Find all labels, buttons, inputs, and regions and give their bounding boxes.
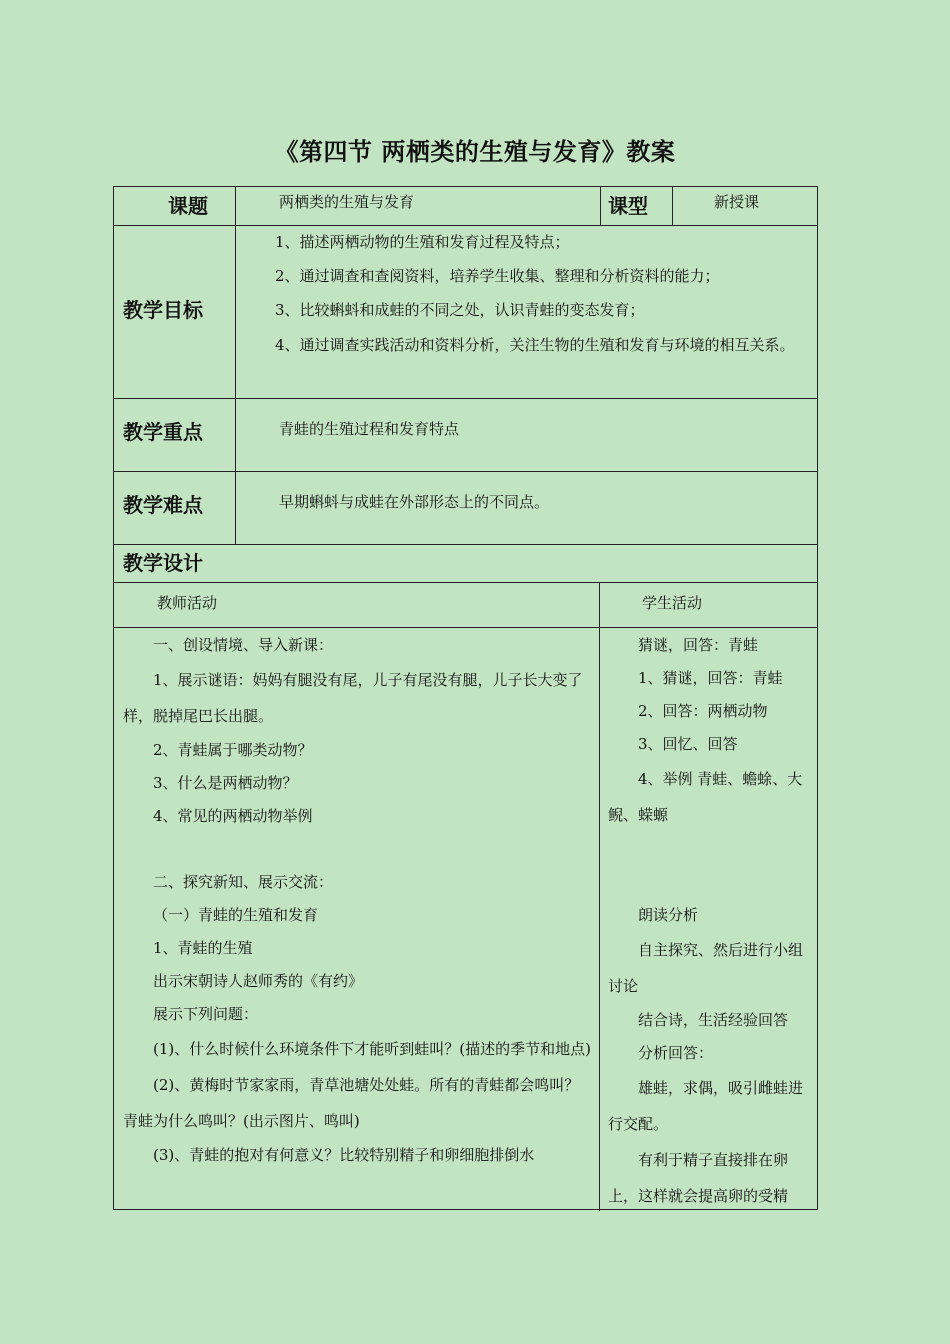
difficulty-value: 早期蝌蚪与成蛙在外部形态上的不同点。 (279, 493, 550, 511)
column-divider (235, 187, 236, 544)
student-line: 朗读分析 (638, 906, 699, 924)
row-divider (114, 627, 817, 628)
column-divider (599, 582, 600, 1211)
row-divider (114, 582, 817, 583)
teacher-line: 3、什么是两栖动物？ (153, 774, 298, 792)
teacher-line: 1、青蛙的生殖 (153, 939, 253, 957)
objective-item: 4、通过调查实践活动和资料分析，关注生物的生殖和发育与环境的相互关系。 (275, 336, 795, 354)
teacher-line: 4、常见的两栖动物举例 (153, 807, 313, 825)
teacher-line: (2)、黄梅时节家家雨，青草池塘处处蛙。所有的青蛙都会鸣叫？青蛙为什么鸣叫？(出示图片、鸣叫) (123, 1076, 580, 1130)
student-line (608, 833, 813, 899)
teacher-line: 一、创设情境、导入新课： (153, 636, 334, 654)
row-divider (114, 398, 817, 399)
teacher-line: 2、青蛙属于哪类动物？ (153, 741, 313, 759)
student-line: 结合诗，生活经验回答 (638, 1011, 789, 1029)
student-line: 有利于精子直接排在卵上，这样就会提高卵的受精 (608, 1151, 789, 1205)
student-line: 猜谜，回答：青蛙 (638, 636, 759, 654)
objectives-list (245, 225, 813, 364)
key-point-label: 教学重点 (123, 420, 203, 444)
student-line: 分析回答： (638, 1044, 714, 1062)
topic-label: 课题 (168, 194, 208, 218)
teacher-line (123, 833, 594, 866)
column-divider (672, 187, 673, 225)
objective-item: 3、比较蝌蚪和成蛙的不同之处，认识青蛙的变态发育； (275, 301, 645, 319)
teacher-line: 1、展示谜语：妈妈有腿没有尾，儿子有尾没有腿，儿子长大变了样，脱掉尾巴长出腿。 (123, 671, 583, 725)
teacher-line: （一）青蛙的生殖和发育 (153, 906, 319, 924)
student-line: 4、举例 青蛙、蟾蜍、大鲵、蝾螈 (608, 770, 803, 824)
teacher-line: 二、探究新知、展示交流： (153, 873, 334, 891)
lesson-plan-table (113, 186, 818, 1210)
key-point-value: 青蛙的生殖过程和发育特点 (279, 420, 460, 438)
design-label: 教学设计 (123, 551, 203, 575)
column-divider (600, 187, 601, 225)
student-line: 雄蛙，求偶，吸引雌蛙进行交配。 (608, 1079, 804, 1133)
difficulty-label: 教学难点 (123, 493, 203, 517)
topic-value: 两栖类的生殖与发育 (279, 193, 415, 211)
student-line: 1、猜谜，回答：青蛙 (638, 669, 783, 687)
row-divider (114, 544, 817, 545)
teacher-activities (123, 629, 594, 1211)
objective-item: 2、通过调查和查阅资料，培养学生收集、整理和分析资料的能力； (275, 267, 720, 285)
student-activities (608, 629, 813, 1211)
teacher-activity-header: 教师活动 (157, 594, 218, 612)
student-line: 自主探究、然后进行小组讨论 (608, 941, 804, 995)
page-title: 《第四节 两栖类的生殖与发育》教案 (274, 138, 676, 166)
teacher-line: (3)、青蛙的抱对有何意义？比较特别精子和卵细胞排倒水 (153, 1146, 535, 1164)
student-activity-header: 学生活动 (642, 594, 703, 612)
student-line: 2、回答：两栖动物 (638, 702, 768, 720)
objective-item: 1、描述两栖动物的生殖和发育过程及特点； (275, 233, 570, 251)
student-line: 3、回忆、回答 (638, 735, 738, 753)
type-label: 课型 (608, 194, 648, 218)
row-divider (114, 471, 817, 472)
teacher-line: 展示下列问题： (153, 1005, 259, 1023)
teacher-line: 出示宋朝诗人赵师秀的《有约》 (153, 972, 364, 990)
type-value: 新授课 (714, 193, 760, 211)
objectives-label: 教学目标 (123, 298, 203, 322)
teacher-line: (1)、什么时候什么环境条件下才能听到蛙叫？(描述的季节和地点) (153, 1040, 591, 1058)
